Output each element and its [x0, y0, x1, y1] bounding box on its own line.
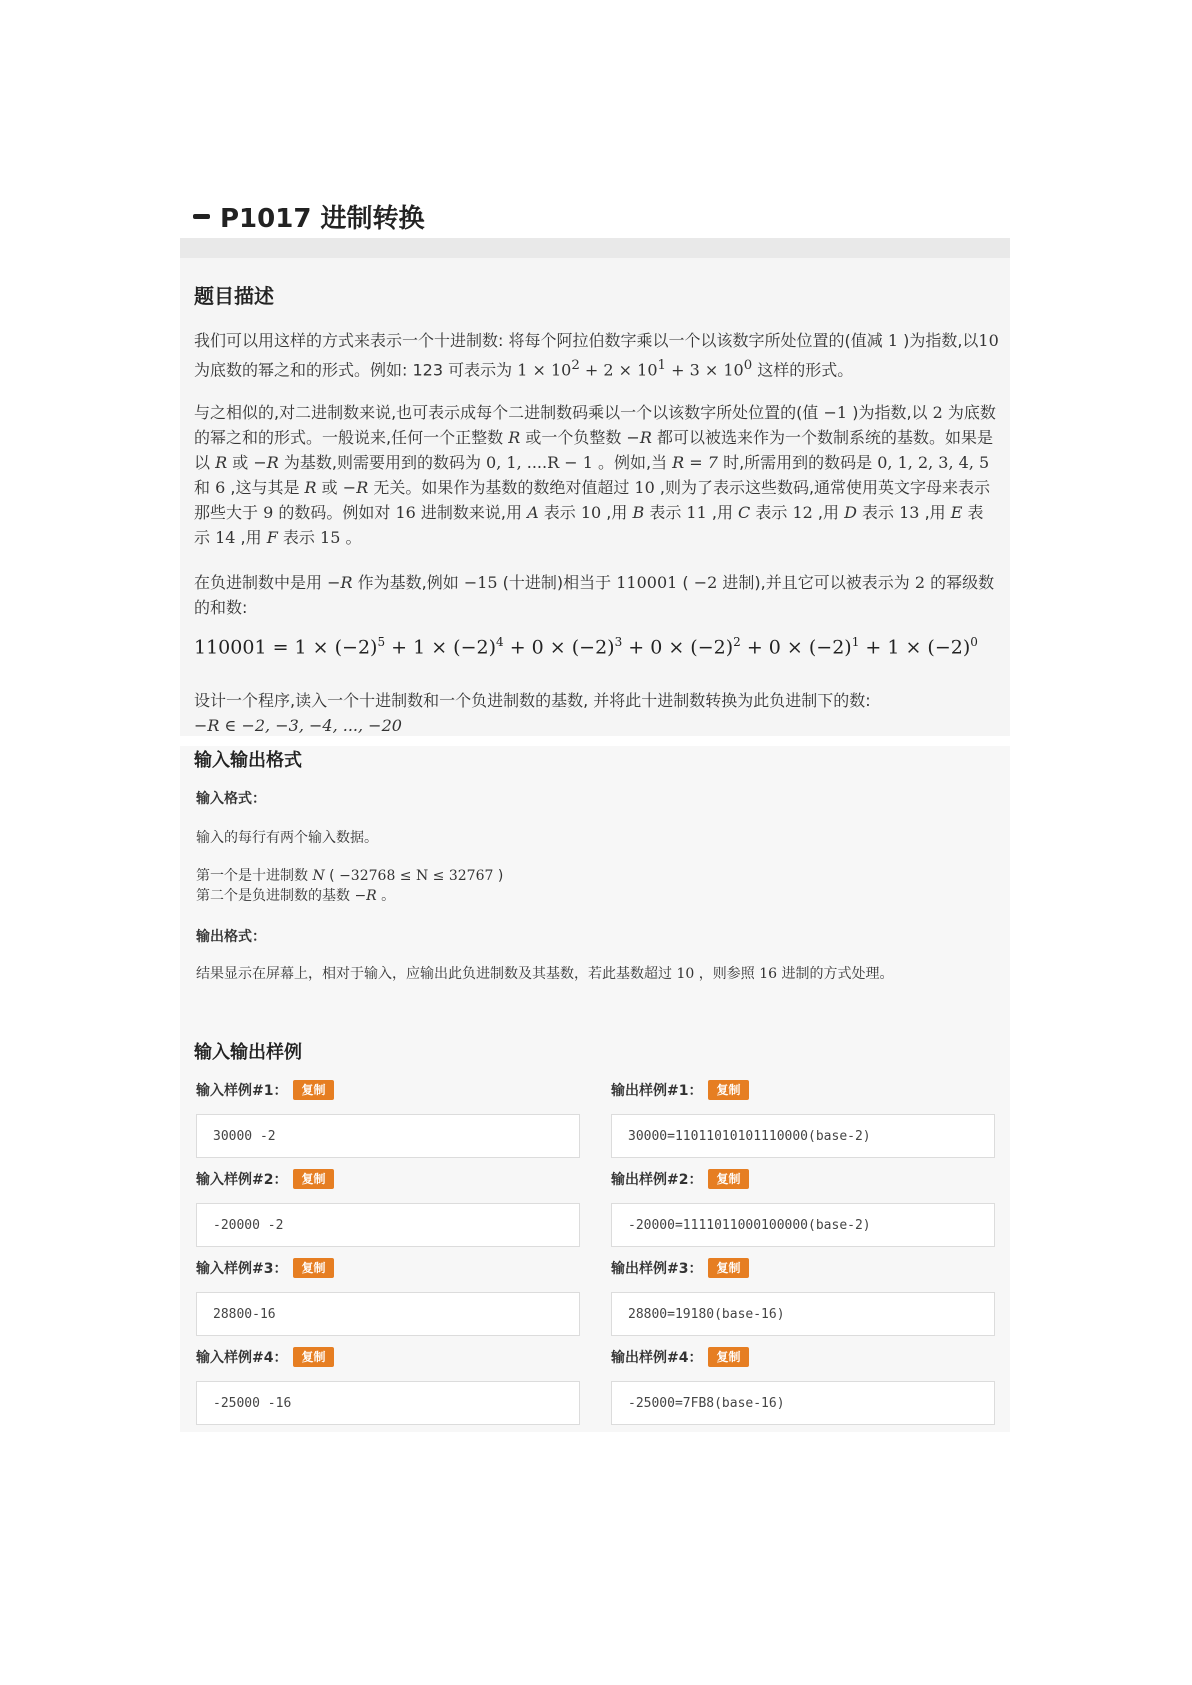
header-bar [180, 238, 1010, 258]
sample-output-box-1[interactable]: 30000=11011010101110000(base-2) [611, 1114, 995, 1158]
input-line-2: 第一个是十进制数 N ( −32768 ≤ N ≤ 32767 ) [196, 868, 504, 884]
problem-title: P1017 进制转换 [220, 204, 425, 234]
samples-heading: 输入输出样例 [194, 1042, 302, 1063]
io-panel [180, 746, 1010, 1432]
page-title [193, 198, 424, 235]
sample-output-label-1: 输出样例#1： 复制 [611, 1080, 749, 1100]
copy-button[interactable]: 复制 [293, 1080, 333, 1100]
sample-output-box-3[interactable]: 28800=19180(base-16) [611, 1292, 995, 1336]
sample-output-label-3: 输出样例#3： 复制 [611, 1258, 749, 1278]
sample-input-box-1[interactable]: 30000 -2 [196, 1114, 580, 1158]
sample-input-box-3[interactable]: 28800-16 [196, 1292, 580, 1336]
output-format-label: 输出格式： [196, 929, 266, 945]
description-paragraph-2: 与之相似的,对二进制数来说,也可表示成每个二进制数码乘以一个以该数字所处位置的(值 −1 )为指数,以 2 为底数的幂之和的形式。一般说来,任何一个正整数 R 或一个负整数 −R 都可以被选来作为一个数制系统的基数。如果是以 R 或 −R 为基数,则需要用到的数码为 0, 1, ....R − 1 。例如,当 R = 7 时,所需用到的数码是 0, 1, 2, 3, 4, 5 和 6 ,这与其是 R 或 −R 无关。如果作为基数的数绝对值超过 10 ,则为了表示这些数码,通常使用英文字母来表示那些大于 9 的数码。例如对 16 进制数来说,用 A 表示 10 ,用 B 表示 11 ,用 C 表示 12 ,用 D 表示 13 ,用 E 表示 14 ,用 F 表示 15 。 [194, 403, 996, 547]
power-series-formula: $110001 = 1 \times (-2)^5 + 1 \times (-2)^4 + 0 \times (-2)^3 + 0 \times (-2)^2 + 0 \times (-2)^1 + 1 \times (-2)^0$ [194, 635, 978, 659]
copy-button[interactable]: 复制 [708, 1347, 748, 1367]
description-panel [180, 258, 1010, 736]
description-paragraph-1: 我们可以用这样的方式来表示一个十进制数: 将每个阿拉伯数字乘以一个以该数字所处位置的(值减 1 )为指数,以10 为底数的幂之和的形式。例如: 123 可表示为 $1 \times 10^2 + 2 \times 10^1 + 3 \times 10^0$ 这样的形式。 [194, 331, 999, 380]
sample-output-label-4: 输出样例#4： 复制 [611, 1347, 749, 1367]
collapse-dash-icon[interactable] [193, 214, 210, 219]
copy-button[interactable]: 复制 [293, 1169, 333, 1189]
io-heading: 输入输出格式 [194, 750, 302, 771]
output-format-text: 结果显示在屏幕上，相对于输入，应输出此负进制数及其基数，若此基数超过 10 ，则参照 16 进制的方式处理。 [196, 966, 894, 982]
sample-input-label-3: 输入样例#3： 复制 [196, 1258, 334, 1278]
copy-button[interactable]: 复制 [293, 1347, 333, 1367]
sample-input-box-4[interactable]: -25000 -16 [196, 1381, 580, 1425]
copy-button[interactable]: 复制 [708, 1258, 748, 1278]
description-paragraph-4: 设计一个程序,读入一个十进制数和一个负进制数的基数, 并将此十进制数转换为此负进制下的数: −R ∈ −2, −3, −4, ..., −20 [194, 691, 871, 735]
input-format-label: 输入格式： [196, 791, 266, 807]
description-paragraph-3: 在负进制数中是用 −R 作为基数,例如 −15 (十进制)相当于 110001 ( −2 进制),并且它可以被表示为 2 的幂级数的和数: [194, 573, 995, 617]
sample-output-label-2: 输出样例#2： 复制 [611, 1169, 749, 1189]
input-line-3: 第二个是负进制数的基数 −R 。 [196, 888, 396, 904]
copy-button[interactable]: 复制 [293, 1258, 333, 1278]
sample-output-box-4[interactable]: -25000=7FB8(base-16) [611, 1381, 995, 1425]
sample-input-box-2[interactable]: -20000 -2 [196, 1203, 580, 1247]
copy-button[interactable]: 复制 [708, 1080, 748, 1100]
sample-input-label-2: 输入样例#2： 复制 [196, 1169, 334, 1189]
sample-input-label-1: 输入样例#1： 复制 [196, 1080, 334, 1100]
copy-button[interactable]: 复制 [708, 1169, 748, 1189]
sample-input-label-4: 输入样例#4： 复制 [196, 1347, 334, 1367]
input-line-1: 输入的每行有两个输入数据。 [196, 830, 378, 846]
description-heading: 题目描述 [194, 284, 274, 308]
sample-output-box-2[interactable]: -20000=1111011000100000(base-2) [611, 1203, 995, 1247]
